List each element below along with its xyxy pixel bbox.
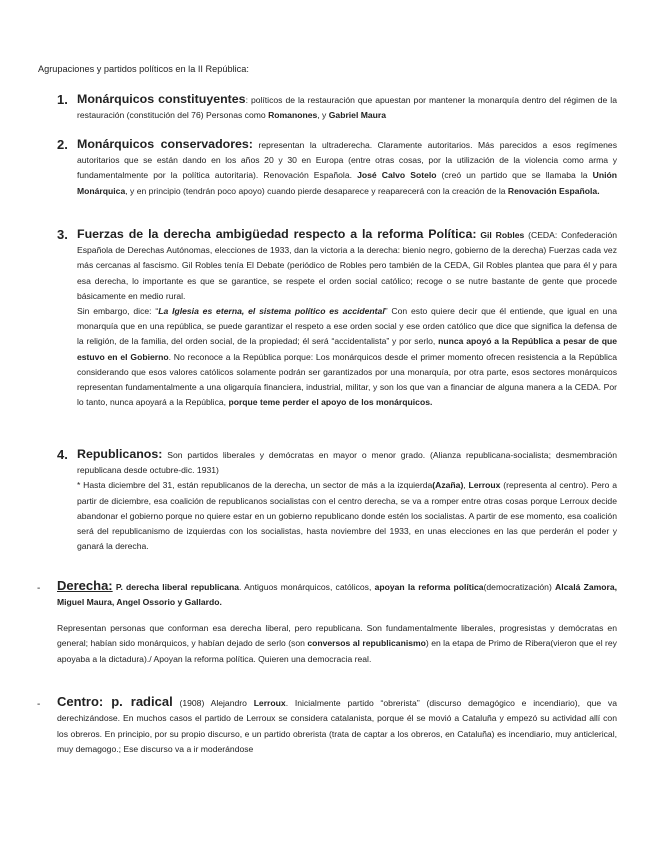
centro-section: Centro: p. radical (1908) Alejandro Lerroux. Inicialmente partido “obrerista” (discurso demagógico e incendiario), que va derechizándose. En muchos casos el partido de Lerroux se considera catalanista, porque él se movió a Cataluña y empezó su actividad allí con los obreros. En principio, por su propio discurso, e un partido obrerista (trata de captar a los obreros, en Cataluña) es incendiario, muy anticlerical, muy demagogo.; Ese discurso va a ir moderándose bbox=[57, 694, 617, 755]
item-heading: Fuerzas de la derecha ambigüedad respecto a la reforma Política: bbox=[77, 227, 477, 241]
item-number: 2. bbox=[57, 137, 68, 152]
intro-text: Agrupaciones y partidos políticos en la II República: bbox=[38, 64, 249, 74]
item-number: 4. bbox=[57, 447, 68, 462]
item-number: 1. bbox=[57, 92, 68, 107]
section-heading: Centro: p. radical bbox=[57, 694, 173, 709]
list-item: 1. Monárquicos constituyentes: políticos de la restauración que apuestan por mantener la monarquía dentro del régimen de la restauración (constitución del 76) Personas como Romanones, y Gabriel Maura bbox=[57, 92, 617, 121]
list-item: 2. Monárquicos conservadores: representan la ultraderecha. Claramente autoritarios. Más parecidos a esos regímenes autoritarios que se están dando en los años 20 y 30 en Europa (entre otras cosas, por la utilización de la violencia como arma y fundamentalmente por la política autoritaria). Renovación Española. José Calvo Sotelo (creó un partido que se llamaba la Unión Monárquica, y en principio (tendrán poco apoyo) cuando pierde desaparece y reaparecerá con la creación de la Renovación Española. bbox=[57, 137, 618, 196]
bullet-dash: - bbox=[37, 699, 41, 710]
item-heading: Monárquicos conservadores: bbox=[77, 137, 253, 151]
list-item: 4. Republicanos: Son partidos liberales y demócratas en mayor o menor grado. (Alianza republicana-socialista; desmembración republicana desde octubre-dic. 1931) * Hasta diciembre del 31, están republicanos de la derecha, un sector de más a la izquierda(Azaña), Lerroux (representa al centro). Pero a partir de diciembre, esa coalición de republicanos socialistas con el centro derecha, se va a romper entre otras cosas porque Lerroux decide abandonar el gobierno porque no quiere estar en un gobierno republicano donde estén los socialistas. A partir de ese momento, esa coalición será del republicanismo de izquierdas con los socialistas, hasta noviembre del 1933, en unas elecciones en las que perderán el poder y ganará la derecha. bbox=[57, 447, 617, 552]
derecha-paragraph: Representan personas que conforman esa derecha liberal, pero republicana. Son fundamentalmente liberales, progresistas y demócratas en general; habían sido monárquicos, y habían dejado de serlo (son conversos al republicanismo) en la etapa de Primo de Ribera(vieron que el rey apoyaba a la dictadura)./ Apoyan la reforma política. Quieren una democracia real. bbox=[57, 622, 617, 664]
party-list bbox=[57, 92, 617, 554]
item-heading: Republicanos: bbox=[77, 447, 163, 461]
item-heading: Monárquicos constituyentes bbox=[77, 92, 246, 106]
item-number: 3. bbox=[57, 227, 68, 242]
list-item: 3. Fuerzas de la derecha ambigüedad respecto a la reforma Política: Gil Robles (CEDA: Confederación Española de Derechas Autónomas, elecciones de 1933, dan la victoria a la derecha: bienio negro, gobierno de la derecha) Fuerzas cada vez más cercanas al fascismo. Gil Robles tenía El Debate (periódico de Robles pero también de la CEDA, Gil Robles plantea que para él y para esa derecha, lo importante es que se garantice, se respete el orden social católico; recoge o se nutre bastante de gente que procede básicamente en medio rural. Sin embargo, dice: “La Iglesia es eterna, el sistema político es accidental” Con esto quiere decir que él entiende, que igual en una monarquía que en una república, se puede garantizar el respeto a ese orden social y ese orden católico que dice que significa la defensa de la religión, de la familia, del orden social, de la propiedad; él será “accidentalista” y por serlo, nunca apoyó a la República a pesar de que estuvo en el Gobierno. No reconoce a la República porque: Los monárquicos desde el primer momento ofrecen resistencia a la República considerando que esos valores católicos solamente podrán ser garantizados por una monarquía, por otra parte, esos sectores monárquicos representan fundamentalmente a una oligarquía financiera, industrial, militar, y son los que van a financiar de alguna manera a la CEDA. Por lo tanto, nunca apoyará a la República, porque teme perder el apoyo de los monárquicos. bbox=[57, 227, 617, 408]
section-heading: Derecha: bbox=[57, 578, 113, 593]
derecha-section: Derecha: P. derecha liberal republicana. Antiguos monárquicos, católicos, apoyan la reforma política(democratización) Alcalá Zamora, Miguel Maura, Angel Ossorio y Gallardo. Representan personas que conforman esa derecha liberal, pero republicana. Son fundamentalmente liberales, progresistas y demócratas en general; habían sido monárquicos, y habían dejado de serlo (son conversos al republicanismo) en la etapa de Primo de Ribera(vieron que el rey apoyaba a la dictadura)./ Apoyan la reforma política. Quieren una democracia real. bbox=[57, 578, 617, 667]
bullet-dash: - bbox=[37, 583, 41, 594]
